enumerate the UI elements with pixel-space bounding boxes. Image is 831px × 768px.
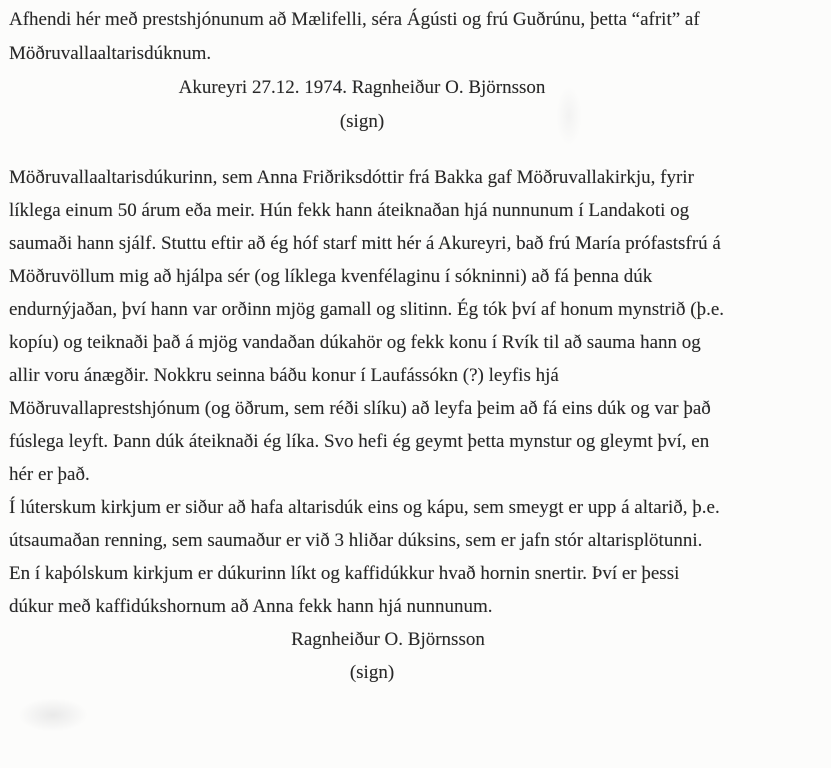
scan-smudge xyxy=(18,698,88,732)
signature-name: Ragnheiður O. Björnsson xyxy=(291,629,485,650)
text-line: En í kaþólskum kirkjum er dúkurinn líkt og kaffidúkkur hvað hornin snertir. Því er þessi xyxy=(9,563,680,584)
text-line: útsaumaðan renning, sem saumaður er við 3 hliðar dúksins, sem er jafn stór altarisplötunni. xyxy=(9,530,703,551)
text-line: kopíu) og teiknaði það á mjög vandaðan dúkahör og fekk konu í Rvík til að sauma hann og xyxy=(9,332,701,353)
text-line: Afhendi hér með prestshjónunum að Mælifelli, séra Ágústi og frú Guðrúnu, þetta “afrit” af xyxy=(9,9,700,30)
text-line: líklega einum 50 árum eða meir. Hún fekk hann áteiknaðan hjá nunnunum í Landakoti og xyxy=(9,200,690,221)
text-line: Í lúterskum kirkjum er siður að hafa altarisdúk eins og kápu, sem smeygt er upp á altarið, þ.e. xyxy=(9,497,720,518)
text-line: Möðruvallaaltarisdúkurinn, sem Anna Friðriksdóttir frá Bakka gaf Möðruvallakirkju, fyrir xyxy=(9,167,694,188)
text-line: fúslega leyft. Þann dúk áteiknaði ég líka. Svo hefi ég geymt þetta mynstur og gleymt því, en xyxy=(9,431,710,452)
text-line: allir voru ánægðir. Nokkru seinna báðu konur í Laufássókn (?) leyfis hjá xyxy=(9,365,559,386)
text-line: endurnýjaðan, því hann var orðinn mjög gamall og slitinn. Ég tók því af honum mynstrið (þ.e. xyxy=(9,299,725,320)
sign-note: (sign) xyxy=(349,662,395,683)
text-line: dúkur með kaffidúkshornum að Anna fekk hann hjá nunnunum. xyxy=(9,596,493,617)
text-line: saumaði hann sjálf. Stuttu eftir að ég hóf starf mitt hér á Akureyri, bað frú María prófastsfrú á xyxy=(9,233,721,254)
letter-body xyxy=(9,161,831,689)
handover-note xyxy=(9,3,827,139)
text-line: Möðruvallaprestshjónum (og öðrum, sem réði slíku) að leyfa þeim að fá eins dúk og var það xyxy=(9,398,711,419)
dateline: Akureyri 27.12. 1974. Ragnheiður O. Björnsson xyxy=(178,77,546,98)
text-line: hér er það. xyxy=(9,464,90,485)
sign-note: (sign) xyxy=(339,111,385,132)
text-line: Möðruvöllum mig að hjálpa sér (og líklega kvenfélaginu í sókninni) að fá þenna dúk xyxy=(9,266,653,287)
text-line: Möðruvallaaltarisdúknum. xyxy=(9,43,212,64)
